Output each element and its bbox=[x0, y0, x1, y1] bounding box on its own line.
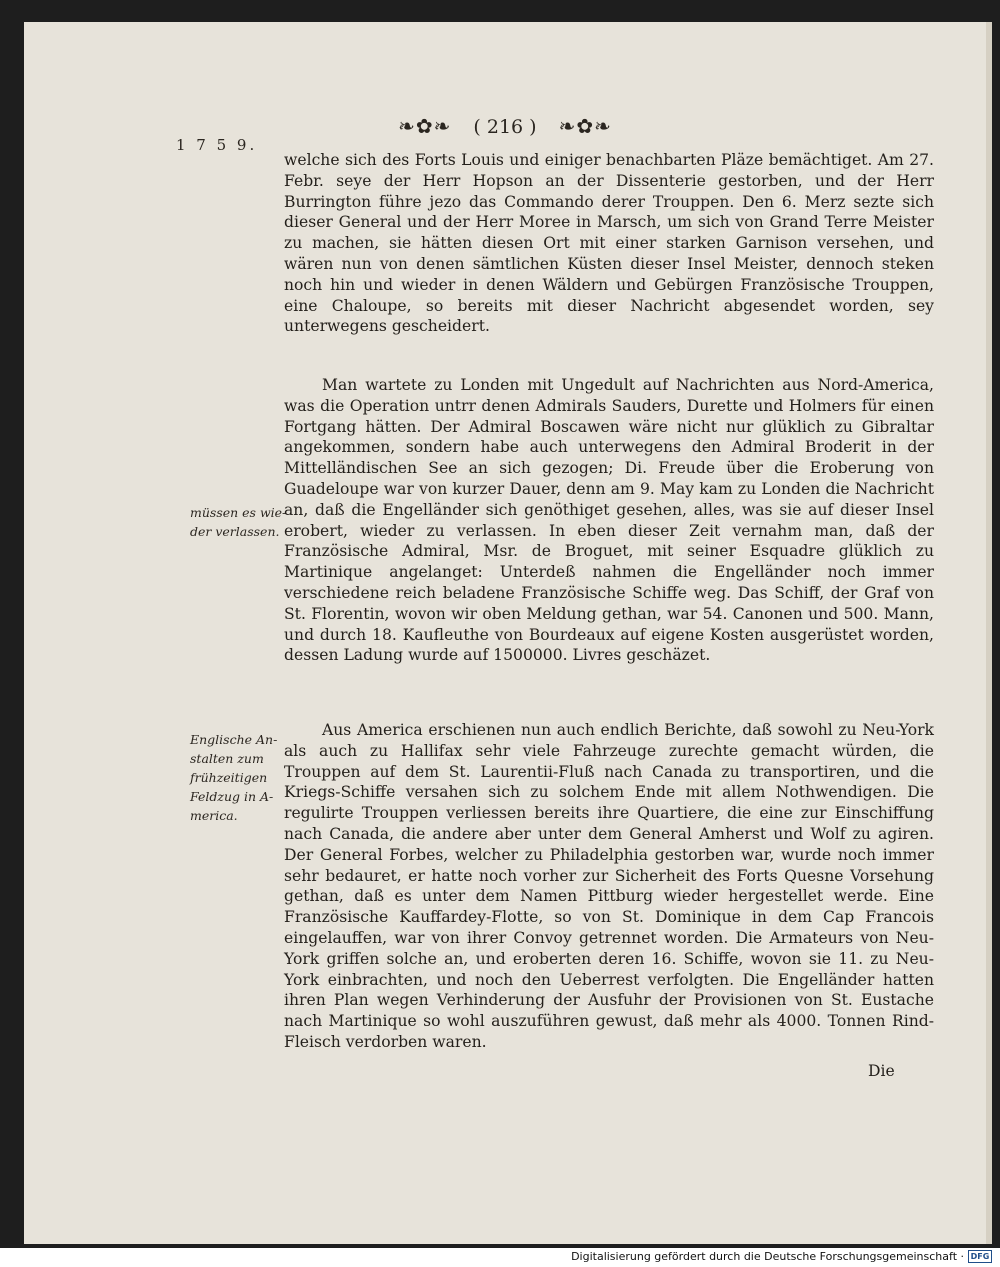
ornament-left: ❧✿❧ bbox=[398, 114, 452, 138]
footer-credit: Digitalisierung gefördert durch die Deutsche Forschungsgemeinschaft · bbox=[571, 1250, 964, 1263]
page-number: ( 216 ) bbox=[473, 116, 537, 138]
margin-note-1: müssen es wie- der verlassen. bbox=[190, 505, 287, 539]
ornament-right: ❧✿❧ bbox=[558, 114, 612, 138]
page-header bbox=[24, 114, 986, 138]
paragraph-3 bbox=[284, 720, 934, 1053]
margin-year: 1 7 5 9. bbox=[176, 136, 258, 154]
paragraph-1 bbox=[284, 150, 934, 337]
margin-note-2: Englische An- stalten zum frühzeitigen Feldzug in A- merica. bbox=[190, 732, 278, 823]
footer-bar bbox=[0, 1248, 1000, 1267]
paragraph-text: Aus America erschienen nun auch endlich Berichte, daß sowohl zu Neu-York als auch zu Hallifax sehr viele Fahrzeuge zurechte gemacht würden, die Trouppen auf dem St. Laurentii-Fluß nach Canada zu transportiren, und die Kriegs-Schiffe versahen sich zu solchem Ende mit allem Nothwendigen. Die regulirte Trouppen verliessen bereits ihre Quartiere, die eine zur Einschiffung nach Canada, die andere aber unter dem General Amherst und Wolf zu agiren. Der General Forbes, welcher zu Philadelphia gestorben war, wurde noch immer sehr bedauret, er hatte noch vorher zur Sicherheit des Forts Quesne Vorsehung gethan, daß es unter dem Namen Pittburg wieder hergestellet werde. Eine Französische Kauffardey-Flotte, so von St. Dominique in dem Cap Francois eingelauffen, war von ihrer Convoy getrennet worden. Die Armateurs von Neu-York griffen solche an, und eroberten deren 16. Schiffe, wovon sie 11. zu Neu-York einbrachten, und noch den Ueberrest verfolgten. Die Engelländer hatten ihren Plan wegen Verhinderung der Ausfuhr der Provisionen von St. Eustache nach Martinique so wohl auszuführen gewust, daß mehr als 4000. Tonnen Rind-Fleisch verdorben waren. bbox=[284, 721, 934, 1051]
paragraph-text: welche sich des Forts Louis und einiger benachbarten Pläze bemächtiget. Am 27. Febr. seye der Herr Hopson an der Dissenterie gestorben, und der Herr Burrington führe jezo das Commando derer Trouppen. Den 6. Merz sezte sich dieser General und der Herr Moree in Marsch, um sich von Grand Terre Meister zu machen, sie hätten diesen Ort mit einer starken Garnison versehen, und wären nun von denen sämtlichen Küsten dieser Insel Meister, dennoch steken noch hin und wieder in denen Wäldern und Gebürgen Französische Trouppen, eine Chaloupe, so bereits mit dieser Nachricht abgesendet worden, sey unterwegens gescheidert. bbox=[284, 151, 934, 336]
catchword: Die bbox=[868, 1062, 895, 1080]
paragraph-2 bbox=[284, 375, 934, 666]
paragraph-text: Man wartete zu Londen mit Ungedult auf Nachrichten aus Nord-America, was die Operation untrr denen Admirals Sauders, Durette und Holmers für einen Fortgang hätten. Der Admiral Boscawen wäre nicht nur glüklich zu Gibraltar angekommen, sondern habe auch unterwegens den Admiral Broderit in der Mittelländischen See an sich gezogen; Di. Freude über die Eroberung von Guadeloupe war von kurzer Dauer, denn am 9. May kam zu Londen die Nachricht an, daß die Engelländer sich genöthiget gesehen, alles, was sie auf dieser Insel erobert, wieder zu verlassen. In eben dieser Zeit vernahm man, daß der Französische Admiral, Msr. de Broguet, mit seiner Esquadre glüklich zu Martinique angelanget: Unterdeß nahmen die Engelländer noch immer verschiedene reich beladene Französische Schiffe weg. Das Schiff, der Graf von St. Florentin, wovon wir oben Meldung gethan, war 54. Canonen und 500. Mann, und durch 18. Kaufleuthe von Bourdeaux auf eigene Kosten ausgerüstet worden, dessen Ladung wurde auf 1500000. Livres geschäzet. bbox=[284, 376, 934, 665]
dfg-logo: DFG bbox=[968, 1250, 992, 1263]
